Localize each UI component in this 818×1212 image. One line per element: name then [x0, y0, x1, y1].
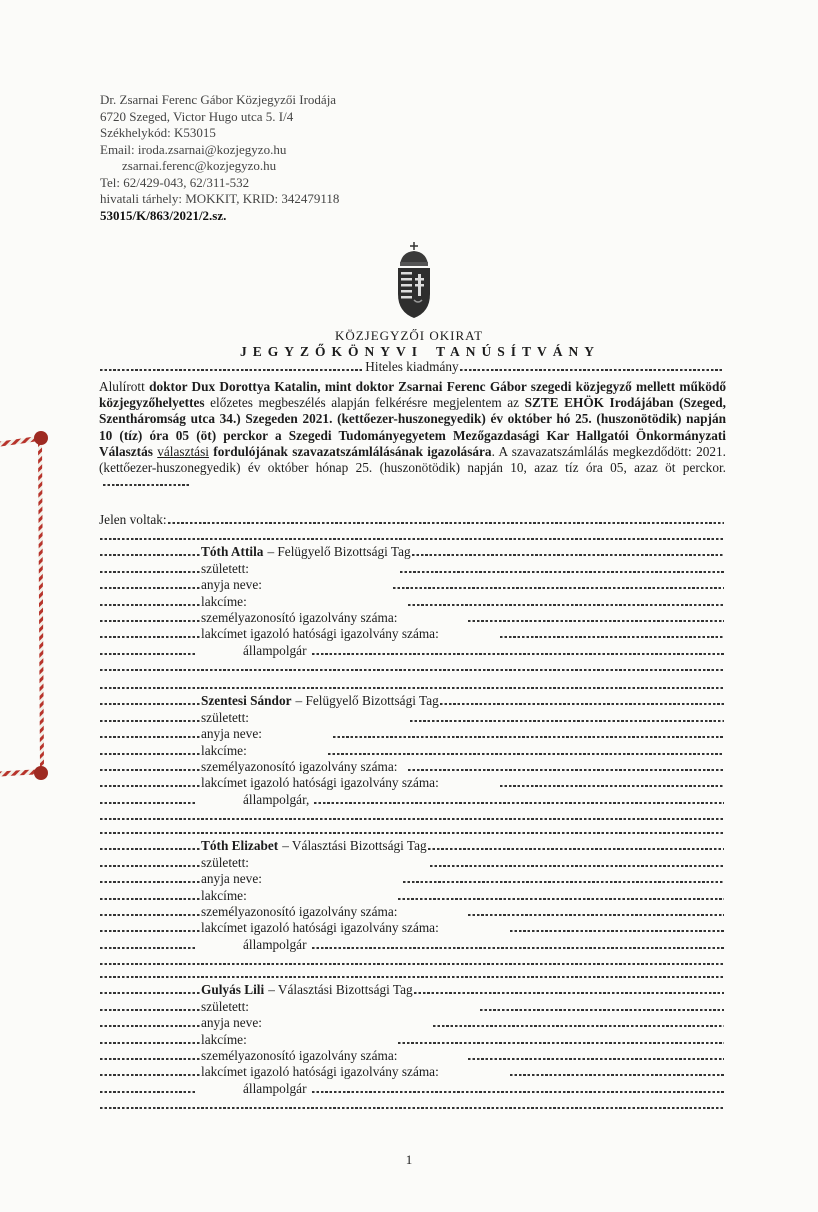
- field-row-id-card: [99, 904, 725, 920]
- separator-line: [99, 966, 725, 982]
- field-label-address-card: lakcímet igazoló hatósági igazolvány száma:: [201, 626, 439, 642]
- separator-line: [99, 822, 725, 838]
- field-label-mother: anyja neve:: [201, 871, 262, 887]
- intro-paragraph: Alulírott doktor Dux Dorottya Katalin, mint doktor Zsarnai Ferenc Gábor szegedi közjegyző mellett működő közjegyzőhelyettes előzetes megbeszélés alapján felkérésre megjelentem az SZTE EHÖK Irodájában (Szeged, Szentháromság utca 34.) Szegeden 2021. (kettőezer-huszonegyedik) év október hó 25. (huszonötödik) napján 10 (tíz) óra 05 (öt) perckor a Szegedi Tudományegyetem Mezőgazdasági Kar Hallgatói Önkormányzati Választás választási fordulójának szavazatszámlálásának igazolására. A szavazatszámlálás megkezdődött: 2021. (kettőezer-huszonegyedik) év október hónap 25. (huszonötödik) napján 10, azaz tíz óra 05, azaz öt perckor.: [99, 379, 726, 492]
- field-label-citizenship: állampolgár,: [243, 791, 310, 807]
- notary-office-header: [100, 92, 339, 224]
- field-row-born: [99, 561, 725, 577]
- field-row-id-card: [99, 1048, 725, 1064]
- field-row-citizenship: [99, 1081, 725, 1097]
- separator-line: [99, 1097, 725, 1113]
- field-label-address: lakcíme:: [201, 593, 247, 609]
- field-label-address-card: lakcímet igazoló hatósági igazolvány száma:: [201, 920, 439, 936]
- field-row-id-card: [99, 610, 725, 626]
- field-label-address: lakcíme:: [201, 1031, 247, 1047]
- field-label-citizenship: állampolgár: [243, 642, 307, 658]
- office-code: Székhelykód: K53015: [100, 125, 216, 140]
- subtitle-word-2: TANÚSÍTVÁNY: [435, 344, 600, 359]
- field-label-citizenship: állampolgár: [243, 936, 307, 952]
- binding-cord-with-seals: [0, 430, 48, 780]
- field-label-address: lakcíme:: [201, 887, 247, 903]
- document-title: KÖZJEGYZŐI OKIRAT: [334, 328, 484, 343]
- office-phone: Tel: 62/429-043, 62/311-532: [100, 174, 250, 190]
- field-row-mother: [99, 726, 725, 742]
- person-line: [99, 693, 725, 709]
- person-role: – Választási Bizottsági Tag: [268, 982, 413, 998]
- field-row-citizenship: [99, 643, 725, 659]
- person-name: Tóth Attila: [201, 544, 264, 560]
- field-label-born: született:: [201, 560, 249, 576]
- present-label: Jelen voltak:: [99, 512, 167, 527]
- field-row-address-card: [99, 626, 725, 642]
- field-label-citizenship: állampolgár: [243, 1080, 307, 1096]
- person-line: [99, 982, 725, 998]
- field-label-born: született:: [201, 709, 249, 725]
- present-line: [99, 512, 725, 528]
- field-row-address: [99, 743, 725, 759]
- office-address: 6720 Szeged, Victor Hugo utca 5. I/4: [100, 108, 294, 124]
- field-row-address: [99, 594, 725, 610]
- field-row-mother: [99, 871, 725, 887]
- field-row-born: [99, 710, 725, 726]
- field-row-address-card: [99, 775, 725, 791]
- certified-copy-label: Hiteles kiadmány: [365, 359, 459, 374]
- field-label-id-card: személyazonosító igazolvány száma:: [201, 1048, 398, 1063]
- field-row-address-card: [99, 920, 725, 936]
- separator-line: [99, 528, 725, 544]
- office-name: Dr. Zsarnai Ferenc Gábor Közjegyzői Irodája: [100, 92, 337, 107]
- field-label-born: született:: [201, 854, 249, 870]
- person-name: Gulyás Lili: [201, 982, 265, 998]
- field-label-id-card: személyazonosító igazolvány száma:: [201, 904, 398, 919]
- field-row-mother: [99, 577, 725, 593]
- document-subtitle: [240, 344, 600, 360]
- field-row-address: [99, 888, 725, 904]
- field-label-mother: anyja neve:: [201, 577, 262, 593]
- separator-line: [99, 659, 725, 675]
- field-label-id-card: személyazonosító igazolvány száma:: [201, 759, 398, 774]
- field-row-address: [99, 1032, 725, 1048]
- field-label-address-card: lakcímet igazoló hatósági igazolvány száma:: [201, 1064, 439, 1080]
- field-label-born: született:: [201, 998, 249, 1014]
- field-row-born: [99, 999, 725, 1015]
- field-row-mother: [99, 1015, 725, 1031]
- person-name: Szentesi Sándor: [201, 693, 292, 709]
- coat-of-arms-icon: [394, 242, 434, 320]
- person-line: [99, 838, 725, 854]
- field-label-mother: anyja neve:: [201, 726, 262, 742]
- field-row-id-card: [99, 759, 725, 775]
- page-number: 1: [405, 1152, 413, 1167]
- office-storage: hivatali tárhely: MOKKIT, KRID: 342479118: [100, 191, 340, 206]
- certified-copy-line: [99, 359, 725, 375]
- person-role: – Felügyelő Bizottsági Tag: [267, 544, 411, 560]
- separator-line: [99, 677, 725, 693]
- person-line: [99, 544, 725, 560]
- person-name: Tóth Elizabet: [201, 838, 279, 854]
- field-label-mother: anyja neve:: [201, 1015, 262, 1031]
- office-email-2: zsarnai.ferenc@kozjegyzo.hu: [122, 158, 277, 173]
- case-reference: 53015/K/863/2021/2.sz.: [100, 207, 227, 223]
- office-email: Email: iroda.zsarnai@kozjegyzo.hu: [100, 141, 287, 157]
- field-row-citizenship: [99, 792, 725, 808]
- field-label-id-card: személyazonosító igazolvány száma:: [201, 610, 398, 625]
- person-role: – Választási Bizottsági Tag: [282, 838, 427, 854]
- person-role: – Felügyelő Bizottsági Tag: [295, 693, 439, 709]
- field-label-address-card: lakcímet igazoló hatósági igazolvány száma:: [201, 775, 439, 791]
- field-row-address-card: [99, 1064, 725, 1080]
- field-label-address: lakcíme:: [201, 742, 247, 758]
- subtitle-word-1: JEGYZŐKÖNYVI: [240, 344, 424, 359]
- field-row-born: [99, 855, 725, 871]
- field-row-citizenship: [99, 937, 725, 953]
